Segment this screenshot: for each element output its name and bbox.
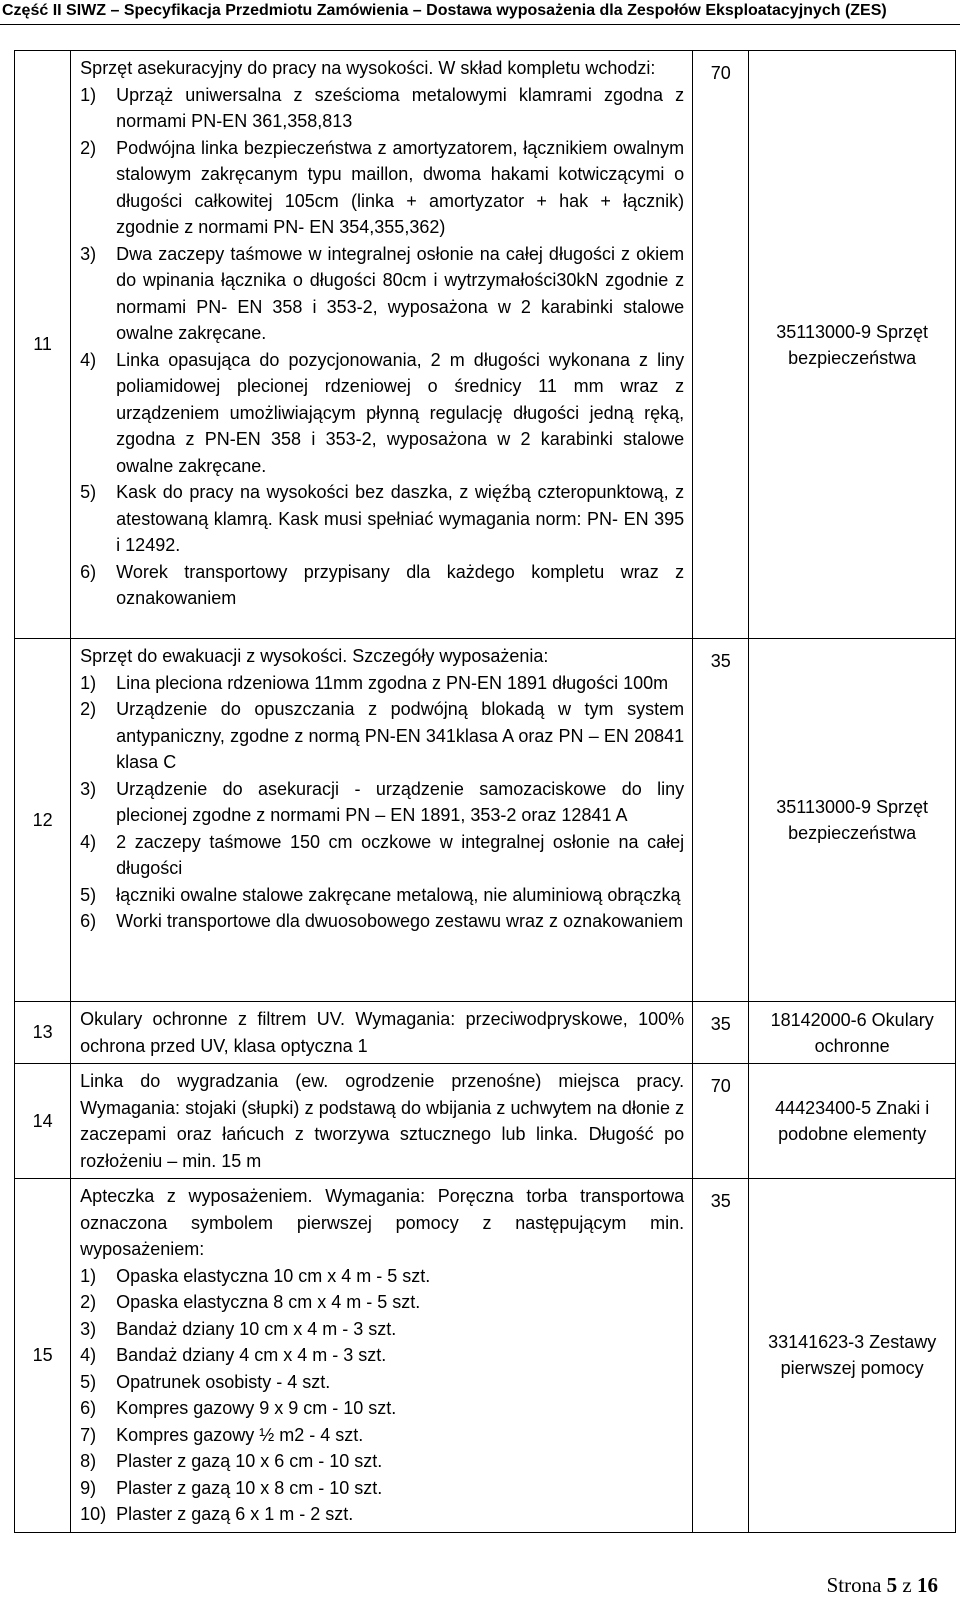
item-list <box>80 1263 684 1528</box>
list-item-number: 1) <box>80 672 97 693</box>
list-item <box>80 1475 684 1502</box>
cpv-code-cell <box>749 1002 956 1064</box>
list-item-text: Bandaż dziany 10 cm x 4 m - 3 szt. <box>116 1318 397 1339</box>
row-number: 14 <box>32 1110 53 1131</box>
list-item-number: 3) <box>80 1318 97 1339</box>
quantity-cell <box>693 51 749 639</box>
table-row <box>15 51 956 639</box>
description-cell <box>71 1064 693 1179</box>
list-item <box>80 1263 684 1290</box>
list-item-number: 3) <box>80 778 97 799</box>
list-item-text: Linka opasująca do pozycjonowania, 2 m długości wykonana z liny poliamidowej plecionej rdzeniowej o średnicy 11 mm wraz z urządzeniem umożliwiającym płynną regulację długości jedną ręką, zgodna z PN-EN 358 i 353-2, wyposażona w 2 karabinki stalowe owalne zakręcane. <box>116 349 685 476</box>
list-item-number: 7) <box>80 1424 97 1445</box>
list-item <box>80 135 684 241</box>
description-cell <box>71 1002 693 1064</box>
list-item-text: Bandaż dziany 4 cm x 4 m - 3 szt. <box>116 1345 387 1365</box>
list-item-text: 2 zaczepy taśmowe 150 cm oczkowe w integralnej osłonie na całej długości <box>116 831 685 878</box>
list-item-number: 6) <box>80 911 97 931</box>
list-item <box>80 559 684 612</box>
list-item-number: 3) <box>80 243 97 264</box>
description-intro: Apteczka z wyposażeniem. Wymagania: Poręczna torba transportowa oznaczona symbolem pierwszej pomocy z następującym min. wyposażeniem: <box>80 1186 685 1259</box>
page-total: 16 <box>917 1573 938 1597</box>
page-of-label: z <box>902 1573 912 1597</box>
list-item-text: Urządzenie do opuszczania z podwójną blokadą w tym system antypaniczny, zgodne z normą PN-EN 341klasa A oraz PN – EN 20841 klasa C <box>116 699 685 772</box>
description-cell <box>71 51 693 639</box>
list-item-text: Plaster z gazą 6 x 1 m - 2 szt. <box>116 1504 354 1524</box>
list-item-text: Kompres gazowy ½ m2 - 4 szt. <box>116 1424 364 1445</box>
quantity-value: 35 <box>710 1014 731 1034</box>
list-item-text: Worki transportowe dla dwuosobowego zestawu wraz z oznakowaniem <box>116 911 684 931</box>
list-item-number: 6) <box>80 561 97 582</box>
list-item-text: Opaska elastyczna 10 cm x 4 m - 5 szt. <box>116 1265 431 1286</box>
row-number: 15 <box>32 1344 53 1365</box>
list-item <box>80 241 684 347</box>
cpv-code-cell <box>749 1064 956 1179</box>
document-header: Część II SIWZ – Specyfikacja Przedmiotu Zamówienia – Dostawa wyposażenia dla Zespołów Eksploatacyjnych (ZES) <box>2 2 887 19</box>
list-item <box>80 479 684 559</box>
description-intro: Linka do wygradzania (ew. ogrodzenie przenośne) miejsca pracy. Wymagania: stojaki (słupki) z podstawą do wbijania z uchwytem na dłonie z zaczepami oraz łańcuch z tworzywa sztucznego lub linka. Długość po rozłożeniu – min. 15 m <box>80 1071 685 1171</box>
list-item <box>80 1369 684 1396</box>
list-item-number: 8) <box>80 1451 97 1471</box>
list-item-number: 4) <box>80 831 97 852</box>
list-item-text: Dwa zaczepy taśmowe w integralnej osłonie na całej długości z okiem do wpinania łącznika o długości 80cm i wytrzymałości30kN zgodnie z normami PN- EN 358 i 353-2, wyposażona w 2 karabinki stalowe owalne zakręcane. <box>116 243 685 343</box>
row-number-cell <box>15 639 71 1002</box>
description-cell <box>71 639 693 1002</box>
quantity-cell <box>693 1179 749 1533</box>
list-item-text: Podwójna linka bezpieczeństwa z amortyzatorem, łącznikiem owalnym stalowym zakręcanym typu maillon, dwoma hakami kotwiczącymi o długości całkowitej 105cm (linka + amortyzator + hak + łącznik) zgodnie z normami PN- EN 354,355,362) <box>116 137 685 237</box>
list-item-number: 4) <box>80 349 97 370</box>
list-item <box>80 776 684 829</box>
cpv-code: 33141623-3 Zestawy pierwszej pomocy <box>768 1332 937 1379</box>
list-item-number: 10) <box>80 1504 107 1524</box>
quantity-value: 70 <box>710 1076 731 1096</box>
description-intro: Okulary ochronne z filtrem UV. Wymagania: przeciwodpryskowe, 100% ochrona przed UV, klasa optyczna 1 <box>80 1009 685 1056</box>
cpv-code: 35113000-9 Sprzęt bezpieczeństwa <box>776 321 929 368</box>
list-item <box>80 829 684 882</box>
list-item-text: Kask do pracy na wysokości bez daszka, z więźbą czteropunktową, z atestowaną klamrą. Kask musi spełniać wymagania norm: PN- EN 395 i 12492. <box>116 482 685 555</box>
list-item-number: 5) <box>80 482 97 502</box>
cpv-code: 18142000-6 Okulary ochronne <box>770 1009 934 1056</box>
quantity-value: 70 <box>710 63 731 83</box>
list-item-text: Worek transportowy przypisany dla każdego kompletu wraz z oznakowaniem <box>116 561 685 608</box>
row-number: 13 <box>32 1022 53 1042</box>
list-item <box>80 696 684 776</box>
page-label: Strona <box>826 1573 882 1597</box>
list-item <box>80 1422 684 1449</box>
row-number-cell <box>15 51 71 639</box>
row-number-cell <box>15 1179 71 1533</box>
cpv-code: 44423400-5 Znaki i podobne elementy <box>775 1098 930 1144</box>
list-item <box>80 670 684 697</box>
row-number: 12 <box>32 809 53 830</box>
list-item <box>80 347 684 480</box>
list-item <box>80 1395 684 1422</box>
list-item-number: 2) <box>80 1292 97 1312</box>
item-list <box>80 670 684 935</box>
list-item <box>80 82 684 135</box>
quantity-cell <box>693 1064 749 1179</box>
list-item <box>80 1448 684 1475</box>
list-item-number: 1) <box>80 84 97 105</box>
row-number-cell <box>15 1002 71 1064</box>
quantity-cell <box>693 1002 749 1064</box>
table-row <box>15 639 956 1002</box>
list-item-number: 1) <box>80 1265 97 1286</box>
page-number: 5 <box>886 1573 898 1597</box>
list-item <box>80 1316 684 1343</box>
list-item-text: Plaster z gazą 10 x 6 cm - 10 szt. <box>116 1451 383 1471</box>
list-item <box>80 1342 684 1369</box>
list-item <box>80 908 684 935</box>
list-item-number: 5) <box>80 1371 97 1392</box>
specification-table-body <box>15 51 956 1533</box>
list-item-text: Plaster z gazą 10 x 8 cm - 10 szt. <box>116 1477 383 1498</box>
table-row <box>15 1179 956 1533</box>
description-intro: Sprzęt asekuracyjny do pracy na wysokości. W skład kompletu wchodzi: <box>80 58 656 78</box>
list-item-text: Kompres gazowy 9 x 9 cm - 10 szt. <box>116 1398 397 1418</box>
cpv-code-cell <box>749 1179 956 1533</box>
cpv-code-cell <box>749 639 956 1002</box>
quantity-value: 35 <box>710 1191 731 1211</box>
list-item-number: 6) <box>80 1398 97 1418</box>
row-number-cell <box>15 1064 71 1179</box>
quantity-cell <box>693 639 749 1002</box>
table-row <box>15 1064 956 1179</box>
item-list <box>80 82 684 612</box>
list-item-text: Opatrunek osobisty - 4 szt. <box>116 1371 331 1392</box>
cpv-code-cell <box>749 51 956 639</box>
list-item <box>80 1289 684 1316</box>
description-intro: Sprzęt do ewakuacji z wysokości. Szczegóły wyposażenia: <box>80 646 549 666</box>
list-item-text: Uprząż uniwersalna z sześcioma metalowymi klamrami zgodna z normami PN-EN 361,358,813 <box>116 84 685 131</box>
list-item-text: Urządzenie do asekuracji - urządzenie samozaciskowe do liny plecionej zgodne z normami PN – EN 1891, 353-2 oraz 12841 A <box>116 778 685 825</box>
list-item-number: 5) <box>80 884 97 905</box>
cpv-code: 35113000-9 Sprzęt bezpieczeństwa <box>776 797 929 843</box>
row-number: 11 <box>33 334 52 354</box>
page-footer <box>827 1573 938 1598</box>
list-item-number: 4) <box>80 1345 97 1365</box>
list-item-text: łączniki owalne stalowe zakręcane metalową, nie aluminiową obrączką <box>116 884 681 905</box>
list-item-number: 9) <box>80 1477 97 1498</box>
description-cell <box>71 1179 693 1533</box>
list-item <box>80 882 684 909</box>
list-item <box>80 1501 684 1528</box>
list-item-number: 2) <box>80 137 97 158</box>
list-item-text: Lina pleciona rdzeniowa 11mm zgodna z PN-EN 1891 długości 100m <box>116 672 669 693</box>
header-divider <box>0 24 960 25</box>
quantity-value: 35 <box>710 651 731 671</box>
specification-table <box>14 50 956 1533</box>
table-row <box>15 1002 956 1064</box>
list-item-number: 2) <box>80 699 97 719</box>
list-item-text: Opaska elastyczna 8 cm x 4 m - 5 szt. <box>116 1292 421 1312</box>
